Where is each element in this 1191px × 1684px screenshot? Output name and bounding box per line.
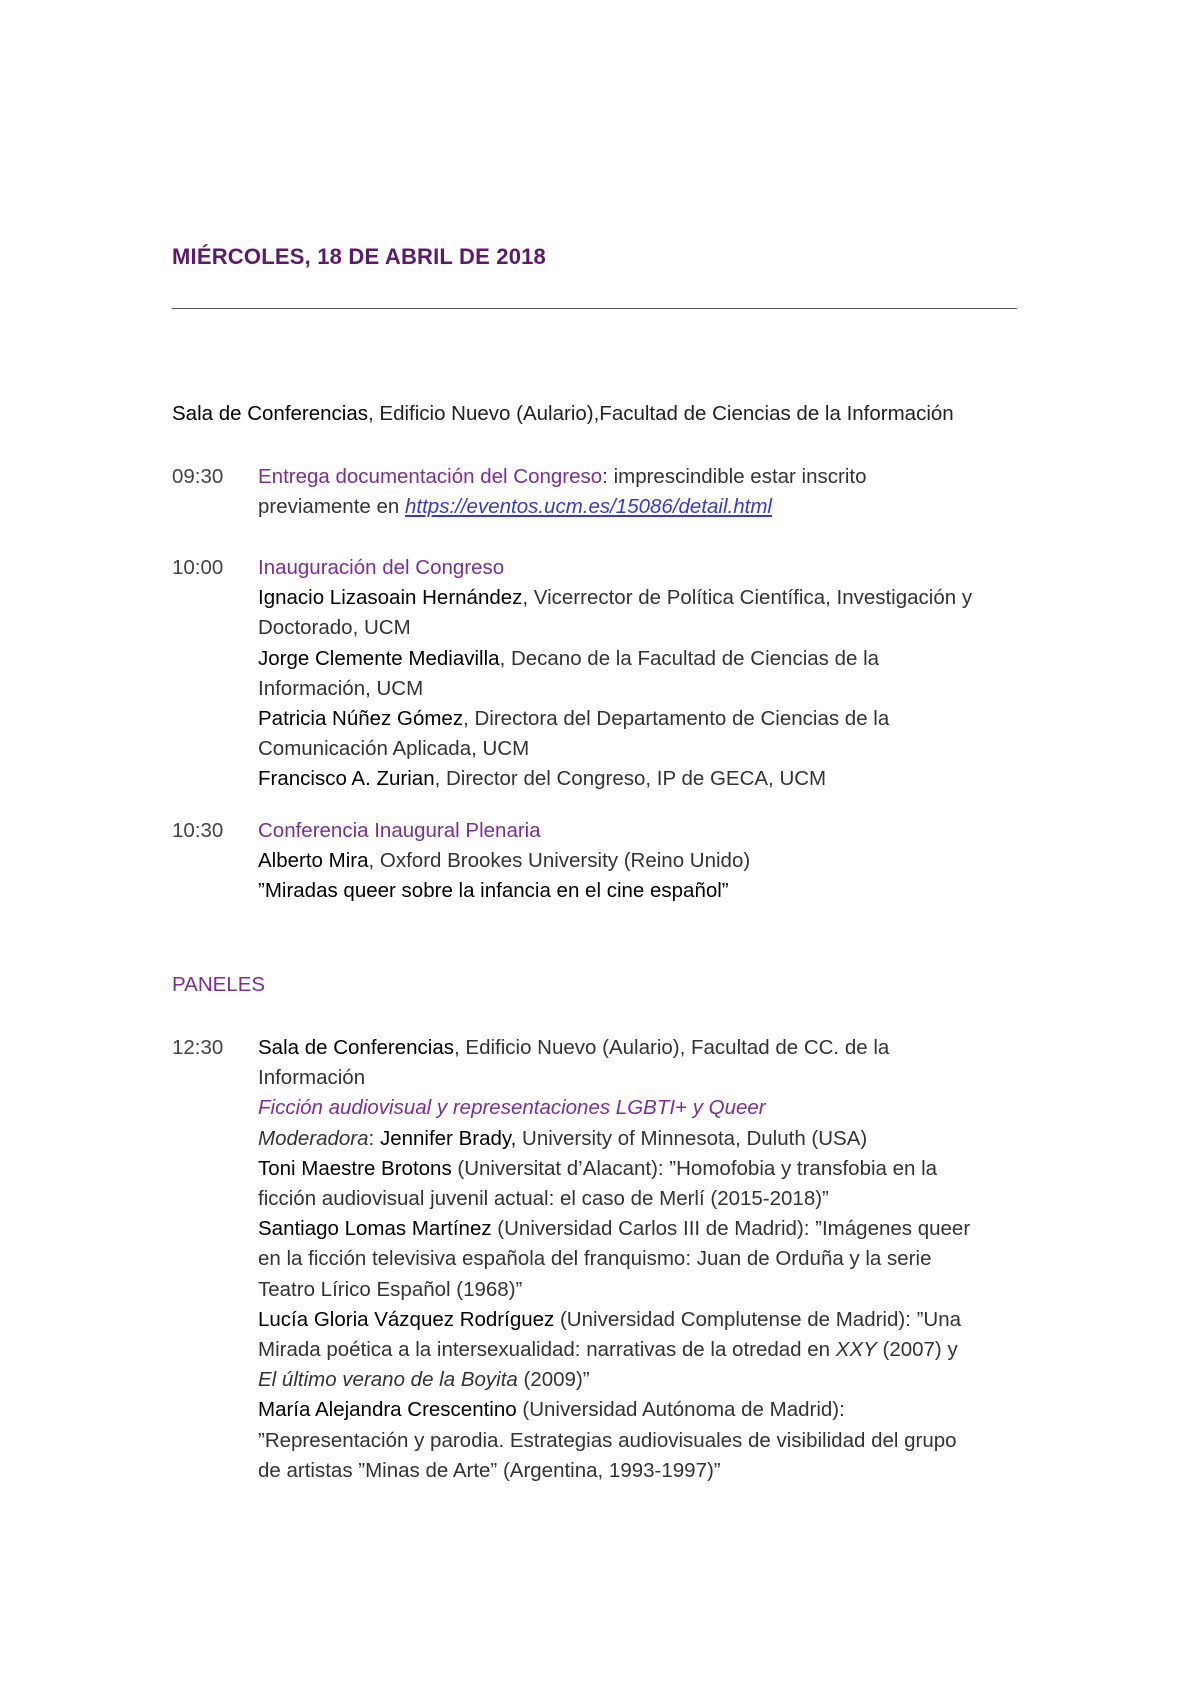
item-content	[258, 462, 1038, 522]
film-title: El último verano de la Boyita	[258, 1368, 518, 1392]
item-text: : imprescindible estar inscrito	[602, 465, 867, 488]
venue-details: , Edificio Nuevo (Aulario),Facultad de Ciencias de la Información	[368, 402, 954, 425]
panel-venue-details-cont: Información	[258, 1066, 366, 1090]
item-content	[258, 553, 1038, 795]
speaker-role: , Vicerrector de Política Científica, Investigación y	[522, 586, 973, 610]
panelist-name: Lucía Gloria Vázquez Rodríguez	[258, 1307, 555, 1331]
venue-line	[172, 402, 954, 426]
schedule-item-1030	[172, 816, 1032, 912]
panelist-text: (Universidad Complutense de Madrid): ”Una	[554, 1307, 962, 1331]
speaker-name: Jorge Clemente Mediavilla	[258, 646, 500, 670]
panelist-text-cont: Teatro Lírico Español (1968)”	[258, 1277, 523, 1301]
item-time: 09:30	[172, 465, 224, 488]
schedule-item-1000	[172, 553, 1032, 791]
item-text: previamente en	[258, 495, 406, 519]
talk-title: ”Miradas queer sobre la infancia en el cine español”	[258, 879, 729, 903]
panelist-name: Santiago Lomas Martínez	[258, 1217, 492, 1241]
moderator-colon: :	[368, 1126, 380, 1150]
panel-venue-name: Sala de Conferencias	[258, 1036, 455, 1059]
panelist-text: (Universitat d’Alacant): ”Homofobia y transfobia en la	[451, 1156, 938, 1180]
panel-item-1230	[172, 1033, 1032, 1482]
speaker-name: Patricia Núñez Gómez	[258, 707, 464, 731]
moderator-name: Jennifer Brady,	[379, 1126, 517, 1150]
heading-divider	[172, 308, 1017, 309]
panelist-text-cont: de artistas ”Minas de Arte” (Argentina, 1993-1997)”	[258, 1458, 721, 1482]
panel-topic: Ficción audiovisual y representaciones LGBTI+ y Queer	[258, 1096, 766, 1120]
speaker-role-cont: Información, UCM	[258, 676, 424, 700]
speaker-name: Alberto Mira	[258, 849, 369, 873]
item-title: Inauguración del Congreso	[258, 556, 505, 579]
panelist-text-cont: (2007) y	[876, 1338, 958, 1362]
item-title: Entrega documentación del Congreso	[258, 465, 603, 488]
film-title: XXY	[835, 1338, 877, 1362]
speaker-role: , Directora del Departamento de Ciencias de la	[463, 707, 890, 731]
speaker-name: Francisco A. Zurian	[258, 767, 435, 791]
item-title: Conferencia Inaugural Plenaria	[258, 819, 541, 842]
moderator-label: Moderadora	[258, 1126, 369, 1150]
registration-link[interactable]: https://eventos.ucm.es/15086/detail.html	[405, 495, 772, 519]
speaker-affiliation: , Oxford Brookes University (Reino Unido)	[368, 849, 751, 873]
speaker-role: , Decano de la Facultad de Ciencias de la	[499, 646, 880, 670]
speaker-name: Ignacio Lizasoain Hernández	[258, 586, 523, 610]
schedule-item-0930	[172, 462, 1032, 526]
panelist-text: (Universidad Autónoma de Madrid):	[516, 1398, 845, 1422]
item-content	[258, 816, 1038, 907]
panelist-name: María Alejandra Crescentino	[258, 1398, 517, 1422]
panelist-text-cont: ”Representación y parodia. Estrategias audiovisuales de visibilidad del grupo	[258, 1428, 957, 1452]
item-time: 12:30	[172, 1036, 224, 1059]
item-time: 10:00	[172, 556, 224, 579]
speaker-role-cont: Doctorado, UCM	[258, 616, 411, 640]
panelist-name: Toni Maestre Brotons	[258, 1156, 452, 1180]
panelist-text-cont: (2009)”	[517, 1368, 590, 1392]
item-time: 10:30	[172, 819, 224, 842]
day-heading: MIÉRCOLES, 18 DE ABRIL DE 2018	[172, 244, 546, 269]
venue-name: Sala de Conferencias	[172, 402, 369, 425]
moderator-affiliation: University of Minnesota, Duluth (USA)	[516, 1126, 868, 1150]
speaker-role-cont: Comunicación Aplicada, UCM	[258, 737, 530, 761]
panelist-text-cont: en la ficción televisiva española del franquismo: Juan de Orduña y la serie	[258, 1247, 932, 1271]
panelist-text-cont: ficción audiovisual juvenil actual: el caso de Merlí (2015-2018)”	[258, 1187, 829, 1211]
speaker-role: , Director del Congreso, IP de GECA, UCM	[434, 767, 827, 791]
panelist-text-cont: Mirada poética a la intersexualidad: narrativas de la otredad en	[258, 1338, 836, 1362]
panelist-text: (Universidad Carlos III de Madrid): ”Imágenes queer	[491, 1217, 971, 1241]
panel-content	[258, 1033, 1038, 1486]
section-heading-paneles: PANELES	[172, 973, 266, 996]
panel-venue-details: , Edificio Nuevo (Aulario), Facultad de CC. de la	[454, 1036, 890, 1059]
